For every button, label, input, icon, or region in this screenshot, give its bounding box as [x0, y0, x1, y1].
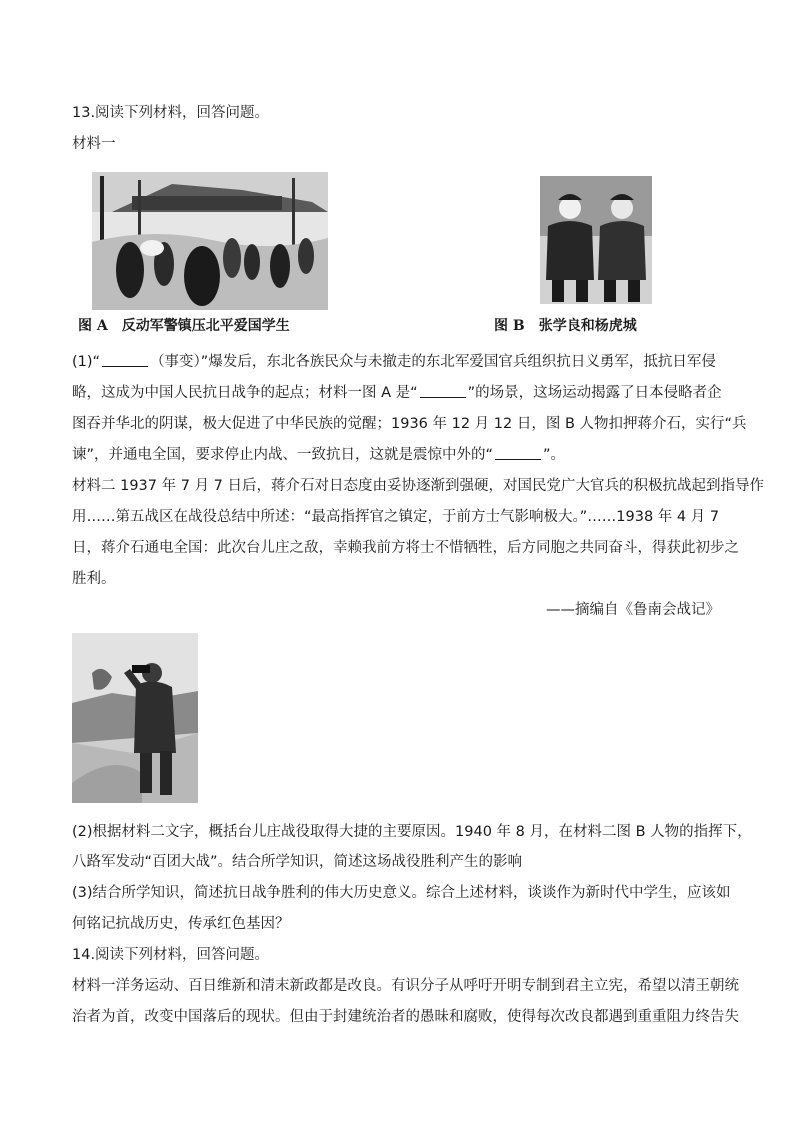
answer-blank[interactable]	[420, 383, 466, 398]
q13-part3-line1: (3)结合所学知识，简述抗日战争胜利的伟大历史意义。综合上述材料，谈谈作为新时代中学生，应该如	[72, 885, 731, 901]
q13-part2-line1: (2)根据材料二文字，概括台儿庄战役取得大捷的主要原因。1940 年 8 月，在材料二图 B 人物的指挥下，	[72, 824, 752, 840]
answer-blank[interactable]	[102, 352, 148, 367]
figure-a-caption: 图 A 反动军警镇压北平爱国学生	[78, 318, 290, 334]
material2-source: ——摘编自《鲁南会战记》	[546, 602, 720, 618]
q13-part3-line2: 何铭记抗战历史，传承红色基因？	[72, 916, 290, 932]
answer-blank[interactable]	[495, 445, 541, 460]
material1-label: 材料一	[72, 136, 116, 152]
q14-line1: 材料一洋务运动、百日维新和清末新政都是改良。有识分子从呼吁开明专制到君主立宪，希望以清王朝统	[72, 978, 739, 994]
q13-part1-line2: 略，这成为中国人民抗日战争的起点；材料一图 A 是“ ”的场景，这场运动揭露了日本侵略者企	[72, 385, 722, 401]
q14-title: 14.阅读下列材料，回答问题。	[72, 947, 270, 963]
q13-part2-line2: 八路军发动“百团大战”。结合所学知识，简述这场战役胜利产生的影响	[72, 854, 523, 870]
q13-title: 13.阅读下列材料，回答问题。	[72, 105, 270, 121]
material2-line4: 胜利。	[72, 571, 116, 587]
figure-a-photo	[92, 172, 328, 310]
figure-b-caption: 图 B 张学良和杨虎城	[494, 318, 637, 334]
material2-line1: 材料二 1937 年 7 月 7 日后，蒋介石对日态度由妥协逐渐到强硬，对国民党广大官兵的积极抗战起到指导作	[72, 478, 765, 494]
soldier-photo	[72, 633, 198, 803]
q13-part1-line3: 图吞并华北的阴谋，极大促进了中华民族的觉醒；1936 年 12 月 12 日，图 B 人物扣押蒋介石，实行“兵	[72, 416, 747, 432]
material2-line3: 日，蒋介石通电全国：此次台儿庄之敌，幸赖我前方将士不惜牺牲，后方同胞之共同奋斗，得获此初步之	[72, 540, 739, 556]
figure-b-photo	[540, 176, 652, 304]
material2-line2: 用……第五战区在战役总结中所述：“最高指挥官之镇定，于前方士气影响极大。”……1938 年 4 月 7	[72, 509, 720, 525]
q14-line2: 治者为首，改变中国落后的现状。但由于封建统治者的愚昧和腐败，使得每次改良都遇到重重阻力终告失	[72, 1009, 739, 1025]
q13-part1-line1: (1)“ （事变）”爆发后，东北各族民众与未撤走的东北军爱国官兵组织抗日义勇军，抵抗日军侵	[72, 354, 716, 370]
q13-part1-line4: 谏”，并通电全国，要求停止内战、一致抗日，这就是震惊中外的“ ”。	[72, 447, 566, 463]
